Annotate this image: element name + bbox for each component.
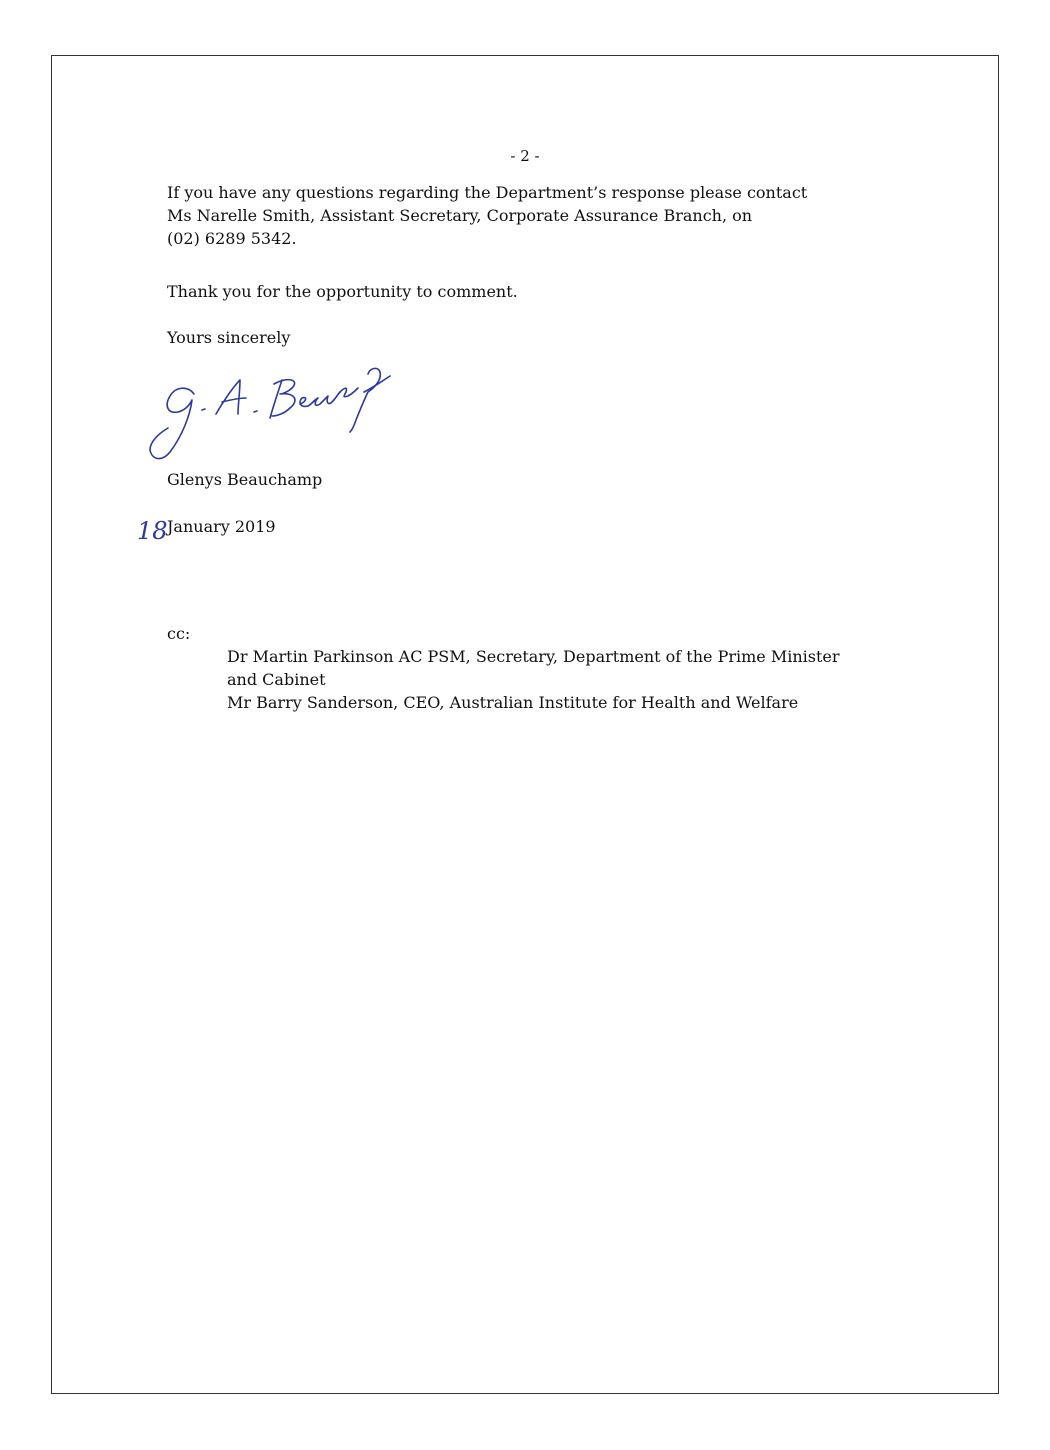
date-day-text: 18 <box>137 517 168 545</box>
cc-recipient-line: Mr Barry Sanderson, CEO, Australian Institute for Health and Welfare <box>227 693 799 712</box>
contact-paragraph <box>167 181 807 250</box>
handwritten-date-day <box>135 512 171 546</box>
signatory-name: Glenys Beauchamp <box>167 470 323 489</box>
handwritten-signature <box>142 356 422 466</box>
cc-recipient-line: Dr Martin Parkinson AC PSM, Secretary, Department of the Prime Minister <box>227 647 840 666</box>
page-number: - 2 - <box>510 147 540 165</box>
contact-line: If you have any questions regarding the Department’s response please contact <box>167 183 808 202</box>
cc-recipients <box>227 645 840 714</box>
cc-label: cc: <box>167 624 191 643</box>
date-month-year: January 2019 <box>167 517 276 536</box>
letter-page <box>51 55 999 1394</box>
thanks-paragraph: Thank you for the opportunity to comment. <box>167 282 518 301</box>
contact-line: (02) 6289 5342. <box>167 229 297 248</box>
closing-salutation: Yours sincerely <box>167 328 291 347</box>
cc-recipient-line: and Cabinet <box>227 670 326 689</box>
contact-line: Ms Narelle Smith, Assistant Secretary, Corporate Assurance Branch, on <box>167 206 753 225</box>
